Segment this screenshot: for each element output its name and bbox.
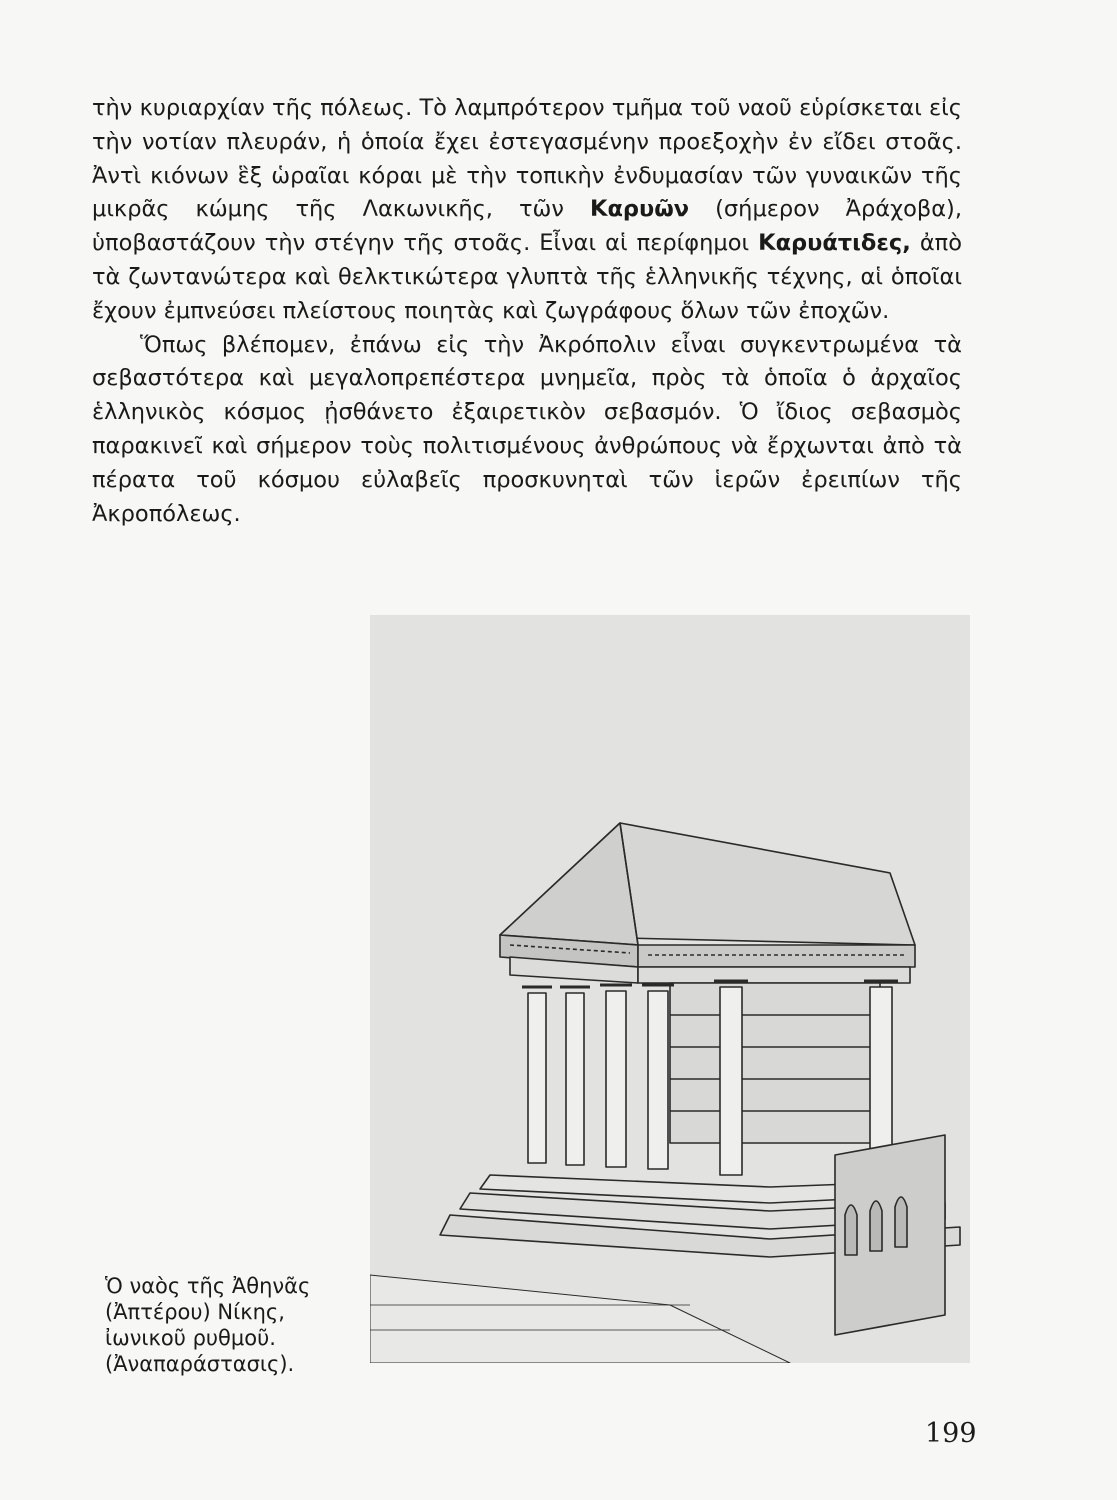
body-text: [92, 92, 962, 531]
caption-line-1: Ὁ ναὸς τῆς Ἀθηνᾶς: [105, 1274, 311, 1298]
paragraph-1-text-c: ἀπὸ τὰ ζωντανώτερα καὶ θελκτικώτερα γλυπτὰ τῆς ἑλληνικῆς τέχνης, αἱ ὁποῖαι ἔχουν ἐμπνεύσει πλείστους ποιητὰς καὶ ζωγράφους ὅλων τῶν ἐποχῶν.: [92, 230, 962, 324]
bold-term-karyatides: Καρυάτιδες,: [758, 230, 911, 257]
caption-line-3: ἰωνικοῦ ρυθμοῦ.: [105, 1326, 276, 1350]
caption-line-2: (Ἀπτέρου) Νίκης,: [105, 1300, 285, 1324]
bold-term-karyon: Καρυῶν: [590, 196, 690, 223]
paragraph-1-text-a: τὴν κυριαρχίαν τῆς πόλεως. Τὸ λαμπρότερον τμῆμα τοῦ ναοῦ εὑρίσκεται εἰς τὴν νοτίαν πλευράν, ἡ ὁποία ἔχει ἐστεγασμένην προεξοχὴν ἐν εἴδει στοᾶς. Ἀντὶ κιόνων ἓξ ὡραῖαι κόραι μὲ τὴν τοπικὴν ἐνδυμασίαν τῶν γυναικῶν τῆς μικρᾶς κώμης τῆς Λακωνικῆς, τῶν: [92, 95, 962, 223]
caption-line-4: (Ἀναπαράστασις).: [105, 1352, 295, 1376]
paragraph-2: Ὅπως βλέπομεν, ἐπάνω εἰς τὴν Ἀκρόπολιν εἶναι συγκεντρωμένα τὰ σεβαστότερα καὶ μεγαλοπρεπέστερα μνημεῖα, πρὸς τὰ ὁποῖα ὁ ἀρχαῖος ἑλληνικὸς κόσμος ᾐσθάνετο ἐξαιρετικὸν σεβασμόν. Ὁ ἴδιος σεβασμὸς παρακινεῖ καὶ σήμερον τοὺς πολιτισμένους ἀνθρώπους νὰ ἔρχωνται ἀπὸ τὰ πέρατα τοῦ κόσμου εὐλαβεῖς προσκυνηταὶ τῶν ἱερῶν ἐρειπίων τῆς Ἀκροπόλεως.: [92, 331, 962, 527]
page-number: 199: [925, 1418, 977, 1449]
paragraph-1-text-b: (σήμερον Ἀράχοβα), ὑποβαστάζουν τὴν στέγην τῆς στοᾶς. Εἶναι αἱ περίφημοι: [92, 196, 962, 257]
temple-illustration: [370, 615, 970, 1363]
figure-caption: [105, 1273, 365, 1377]
paragraph-1: [92, 92, 962, 329]
